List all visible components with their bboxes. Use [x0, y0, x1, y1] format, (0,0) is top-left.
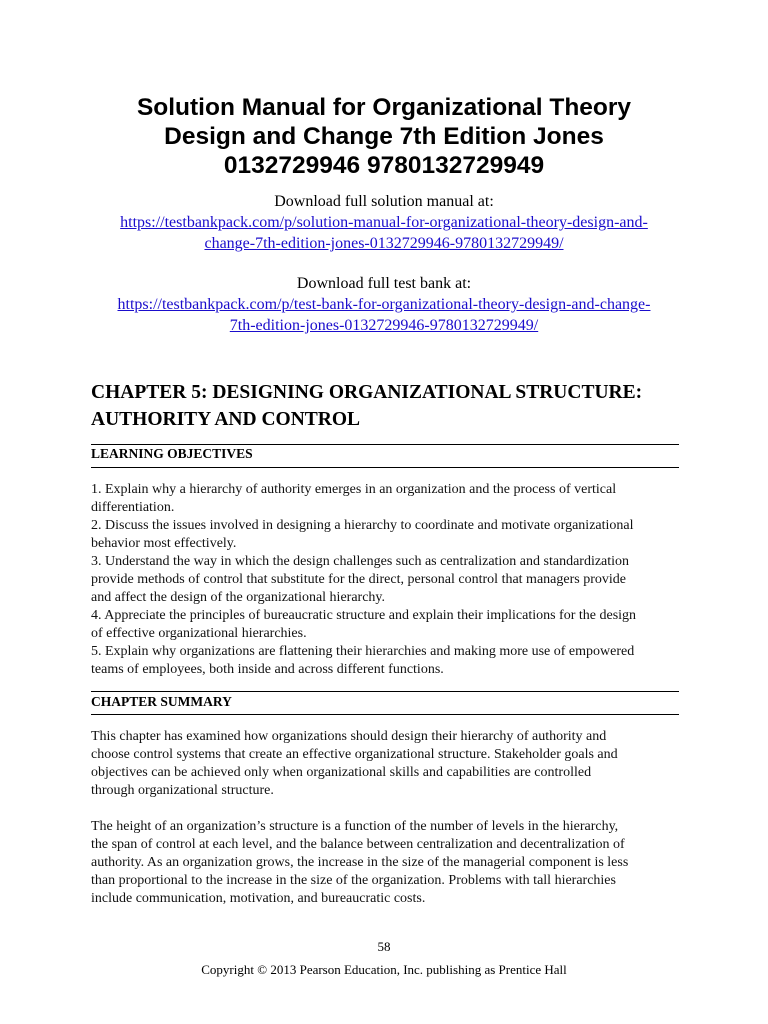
- summary-line: through organizational structure.: [91, 783, 274, 798]
- objective-line: provide methods of control that substitute for the direct, personal control that managers provide: [91, 572, 626, 587]
- test-bank-download: [60, 273, 708, 336]
- summary-line: include communication, motivation, and bureaucratic costs.: [91, 891, 426, 906]
- document-title: [60, 93, 708, 180]
- solution-manual-link-continued[interactable]: [60, 233, 708, 254]
- solution-manual-label: Download full solution manual at:: [274, 193, 494, 210]
- solution-manual-link-line-1[interactable]: https://testbankpack.com/p/solution-manual-for-organizational-theory-design-and-: [120, 214, 648, 231]
- learning-objectives-list: [91, 481, 691, 679]
- solution-manual-link[interactable]: [60, 212, 708, 233]
- objective-line: 5. Explain why organizations are flattening their hierarchies and making more use of empowered: [91, 644, 635, 659]
- test-bank-link[interactable]: [60, 294, 708, 315]
- summary-line: choose control systems that create an effective organizational structure. Stakeholder goals and: [91, 747, 618, 762]
- objective-line: 3. Understand the way in which the design challenges such as centralization and standardization: [91, 554, 630, 569]
- page-number: 58: [377, 939, 391, 954]
- summary-line: authority. As an organization grows, the increase in the size of the managerial component is less: [91, 855, 629, 870]
- objective-line: behavior most effectively.: [91, 536, 237, 551]
- title-line-2: Design and Change 7th Edition Jones: [164, 123, 604, 150]
- learning-objectives-heading: LEARNING OBJECTIVES: [91, 446, 253, 461]
- objective-line: of effective organizational hierarchies.: [91, 626, 307, 641]
- chapter-heading: [91, 379, 691, 433]
- objective-line: teams of employees, both inside and across different functions.: [91, 662, 444, 677]
- section-divider: [91, 691, 679, 692]
- section-divider: [91, 444, 679, 445]
- summary-line: This chapter has examined how organizations should design their hierarchy of authority and: [91, 729, 607, 744]
- objective-line: 2. Discuss the issues involved in designing a hierarchy to coordinate and motivate organizational: [91, 518, 634, 533]
- chapter-heading-line-1: CHAPTER 5: DESIGNING ORGANIZATIONAL STRUCTURE:: [91, 382, 643, 403]
- title-line-3: 0132729946 9780132729949: [223, 152, 545, 179]
- test-bank-label: Download full test bank at:: [296, 275, 472, 292]
- section-divider: [91, 714, 679, 715]
- objective-line: differentiation.: [91, 500, 175, 515]
- test-bank-link-line-1[interactable]: https://testbankpack.com/p/test-bank-for-organizational-theory-design-and-change-: [117, 296, 651, 313]
- solution-manual-download: [60, 191, 708, 254]
- summary-line: the span of control at each level, and the balance between centralization and decentralization of: [91, 837, 625, 852]
- objective-line: 4. Appreciate the principles of bureaucratic structure and explain their implications for the design: [91, 608, 637, 623]
- summary-line: objectives can be achieved only when organizational skills and capabilities are controlled: [91, 765, 592, 780]
- section-divider: [91, 467, 679, 468]
- objective-line: and affect the design of the organizational hierarchy.: [91, 590, 386, 605]
- summary-paragraph-2: [91, 818, 691, 908]
- copyright-notice: Copyright © 2013 Pearson Education, Inc. publishing as Prentice Hall: [201, 962, 567, 977]
- solution-manual-link-line-2[interactable]: change-7th-edition-jones-0132729946-9780132729949/: [204, 235, 564, 252]
- paragraph-spacer: [91, 800, 691, 818]
- chapter-heading-line-2: AUTHORITY AND CONTROL: [91, 409, 361, 430]
- chapter-summary-heading: CHAPTER SUMMARY: [91, 694, 232, 709]
- chapter-summary-body: [91, 728, 691, 908]
- test-bank-link-continued[interactable]: [60, 315, 708, 336]
- summary-line: The height of an organization’s structure is a function of the number of levels in the hierarchy,: [91, 819, 619, 834]
- summary-line: than proportional to the increase in the size of the organization. Problems with tall hierarchies: [91, 873, 616, 888]
- summary-paragraph-1: [91, 728, 691, 800]
- title-line-1: Solution Manual for Organizational Theory: [136, 94, 632, 121]
- test-bank-link-line-2[interactable]: 7th-edition-jones-0132729946-9780132729949/: [229, 317, 539, 334]
- objective-line: 1. Explain why a hierarchy of authority emerges in an organization and the process of vertical: [91, 482, 617, 497]
